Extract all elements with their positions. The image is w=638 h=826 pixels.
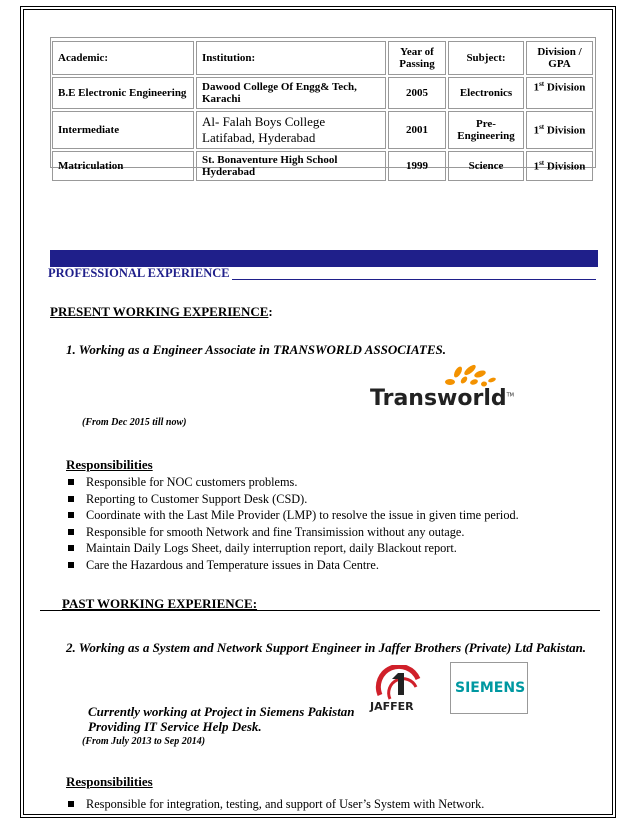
- table-cell-academic: Matriculation: [52, 151, 194, 181]
- job2-dates: (From July 2013 to Sep 2014): [82, 736, 206, 747]
- table-cell-subject: Pre-Engineering: [448, 111, 524, 149]
- past-heading-text: PAST WORKING EXPERIENCE:: [62, 596, 258, 611]
- table-cell-academic: B.E Electronic Engineering: [52, 77, 194, 109]
- table-header-row: [52, 41, 593, 75]
- table-header-cell: Year of Passing: [388, 41, 446, 75]
- division-number: 1: [533, 81, 540, 94]
- division-label: Division: [544, 124, 586, 137]
- table-cell-subject: Science: [448, 151, 524, 181]
- table-cell-year: 1999: [388, 151, 446, 181]
- division-label: Division: [544, 160, 586, 173]
- table-header-cell: Institution:: [196, 41, 386, 75]
- transworld-name: Transworld: [370, 386, 507, 411]
- transworld-sun-icon: [445, 363, 496, 387]
- division-suffix: st: [539, 123, 545, 132]
- siemens-logo-text: SIEMENS: [455, 680, 526, 696]
- division-label: Division: [544, 81, 586, 94]
- job2-responsibilities-heading: Responsibilities: [66, 774, 153, 789]
- job1-dates: (From Dec 2015 till now): [82, 417, 187, 428]
- jaffer-logo-text: JAFFER: [370, 700, 414, 713]
- present-experience-heading: [50, 304, 273, 320]
- job1-responsibilities-list: [66, 474, 519, 574]
- professional-heading-underline: [232, 279, 596, 280]
- present-heading-colon: :: [268, 304, 273, 319]
- table-cell-subject: Electronics: [448, 77, 524, 109]
- section-divider-bar: [50, 250, 598, 267]
- table-cell-division: [526, 151, 593, 181]
- division-number: 1: [533, 124, 540, 137]
- job2-current-line1: Currently working at Project in Siemens Pakistan: [88, 704, 355, 719]
- table-cell-institution: St. Bonaventure High School Hyderabad: [196, 151, 386, 181]
- job2-current-line2: Providing IT Service Help Desk.: [88, 719, 262, 734]
- list-item: Responsible for integration, testing, and support of User’s System with Network.: [66, 796, 484, 813]
- table-cell-division: [526, 77, 593, 109]
- professional-experience-heading: PROFESSIONAL EXPERIENCE: [48, 266, 230, 280]
- list-item: Responsible for smooth Network and fine Transimission without any outage.: [66, 524, 519, 541]
- table-header-cell: Academic:: [52, 41, 194, 75]
- present-heading-text: PRESENT WORKING EXPERIENCE: [50, 304, 269, 319]
- table-row: [52, 151, 593, 181]
- division-number: 1: [533, 160, 540, 173]
- list-item: Responsible for NOC customers problems.: [66, 474, 519, 491]
- table-row: [52, 77, 593, 109]
- table-cell-institution: Dawood College Of Engg& Tech, Karachi: [196, 77, 386, 109]
- table-header-cell: Division / GPA: [526, 41, 593, 75]
- division-suffix: st: [539, 80, 545, 88]
- table-cell-division: [526, 111, 593, 149]
- trademark-mark: TM: [506, 392, 514, 399]
- past-heading-rule: [40, 610, 600, 611]
- table-cell-institution: Al- Falah Boys College Latifabad, Hyderabad: [196, 111, 386, 149]
- table-row: [52, 111, 593, 149]
- list-item: Care the Hazardous and Temperature issues in Data Centre.: [66, 557, 519, 574]
- table-cell-year: 2005: [388, 77, 446, 109]
- job1-responsibilities-heading: Responsibilities: [66, 457, 153, 472]
- job2-responsibilities-list: [66, 796, 484, 813]
- list-item: Maintain Daily Logs Sheet, daily interruption report, daily Blackout report.: [66, 540, 519, 557]
- job2-title: 2. Working as a System and Network Support Engineer in Jaffer Brothers (Private) Ltd Pakistan.: [66, 640, 587, 655]
- table-cell-year: 2001: [388, 111, 446, 149]
- education-table: [50, 39, 595, 183]
- list-item: Reporting to Customer Support Desk (CSD).: [66, 491, 519, 508]
- table-cell-academic: Intermediate: [52, 111, 194, 149]
- list-item: Coordinate with the Last Mile Provider (LMP) to resolve the issue in given time period.: [66, 507, 519, 524]
- transworld-logo-text: [370, 386, 514, 411]
- table-header-cell: Subject:: [448, 41, 524, 75]
- job1-title: 1. Working as a Engineer Associate in TRANSWORLD ASSOCIATES.: [66, 342, 446, 357]
- division-suffix: st: [539, 159, 545, 168]
